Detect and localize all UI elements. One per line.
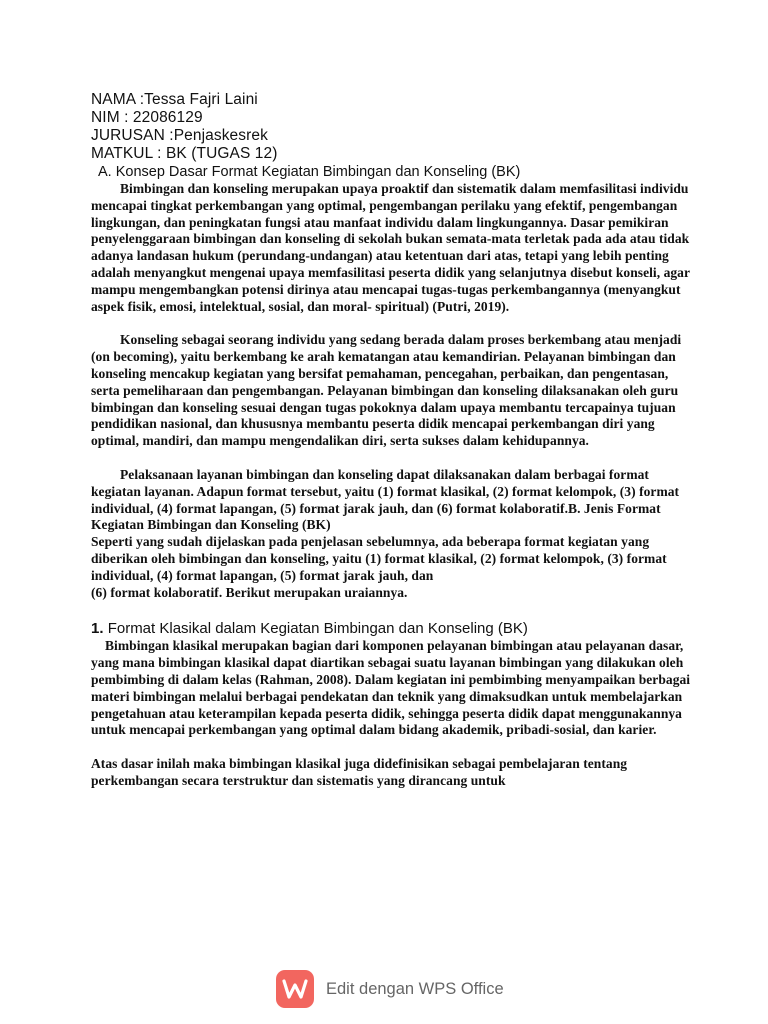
document-page xyxy=(91,91,691,790)
paragraph-2: Konseling sebagai seorang individu yang sedang berada dalam proses berkembang atau menjadi (on becoming), yaitu berkembang ke arah kematangan atau kemandirian. Pelayanan bimbingan dan konseling mencakup kegiatan yang bersifat pemahaman, pencegahan, perbaikan, dan pengentasan, serta pemeliharaan dan pengembangan. Pelayanan bimbingan dan konseling dilaksanakan oleh guru bimbingan dan konseling sesuai dengan tugas pokoknya dalam upaya membantu tercapainya tujuan pendidikan nasional, dan khususnya membantu peserta didik mencapai perkembangan diri yang optimal, mandiri, dan mampu mengendalikan diri, serta sukses dalam kehidupannya. xyxy=(91,332,682,449)
section-1-paragraph-2: Atas dasar inilah maka bimbingan klasikal juga didefinisikan sebagai pembelajaran tentang perkembangan secara terstruktur dan sistematis yang dirancang untuk xyxy=(91,756,628,788)
student-name: NAMA :Tessa Fajri Laini xyxy=(91,91,258,108)
section-1-number: 1. xyxy=(91,620,104,638)
section-1-heading xyxy=(91,620,691,638)
section-a-heading: A. Konsep Dasar Format Kegiatan Bimbingan dan Konseling (BK) xyxy=(98,164,521,180)
student-nim: NIM : 22086129 xyxy=(91,109,203,126)
paragraph-3-continuation: Seperti yang sudah dijelaskan pada penjelasan sebelumnya, ada beberapa format kegiatan yang diberikan oleh bimbingan dan konseling, yaitu (1) format klasikal, (2) format kelompok, (3) format individual, (4) format lapangan, (5) format jarak jauh, dan xyxy=(91,534,667,583)
student-major: JURUSAN :Penjaskesrek xyxy=(91,127,268,144)
paragraph-1: Bimbingan dan konseling merupakan upaya proaktif dan sistematik dalam memfasilitasi individu mencapai tingkat perkembangan yang optimal, pengembangan perilaku yang efektif, pengembangan lingkungan, dan peningkatan fungsi atau manfaat individu dalam lingkungannya. Dasar pemikiran penyelenggaraan bimbingan dan konseling di sekolah bukan semata-mata terletak pada ada atau tidak adanya landasan hukum (perundang-undangan) atau ketentuan dari atas, tetapi yang lebih penting adalah menyangkut mengenai upaya memfasilitasi peserta didik yang selanjutnya disebut konseli, agar mampu mengembangkan potensi dirinya atau mencapai tugas-tugas perkembangannya (menyangkut aspek fisik, emosi, intelektual, sosial, dan moral- spiritual) (Putri, 2019). xyxy=(91,181,690,314)
paragraph-3: Pelaksanaan layanan bimbingan dan konseling dapat dilaksanakan dalam berbagai format kegiatan layanan. Adapun format tersebut, yaitu (1) format klasikal, (2) format kelompok, (3) format individual, (4) format lapangan, (5) format jarak jauh, dan (6) format kolaboratif.B. Jenis Format Kegiatan Bimbingan dan Konseling (BK) xyxy=(91,466,680,533)
section-1-title: Format Klasikal dalam Kegiatan Bimbingan dan Konseling (BK) xyxy=(107,620,528,638)
course-name: MATKUL : BK (TUGAS 12) xyxy=(91,145,278,162)
wps-edit-banner[interactable] xyxy=(276,968,504,1010)
section-1-paragraph: Bimbingan klasikal merupakan bagian dari komponen pelayanan bimbingan atau pelayanan dasar, yang mana bimbingan klasikal dapat diartikan sebagai suatu layanan bimbingan yang dilakukan oleh pembimbing di dalam kelas (Rahman, 2008). Dalam kegiatan ini pembimbing menyampaikan berbagai materi bimbingan melalui berbagai pendekatan dan teknik yang dimaksudkan untuk membelajarkan pengetahuan atau keterampilan kepada peserta didik, sehingga peserta didik dapat menggunakannya untuk mencapai perkembangan yang optimal dalam bidang akademik, pribadi-sosial, dan karier. xyxy=(91,638,691,738)
wps-edit-label[interactable]: Edit dengan WPS Office xyxy=(326,979,504,998)
wps-office-icon xyxy=(276,970,314,1008)
paragraph-3-final-line: (6) format kolaboratif. Berikut merupakan uraiannya. xyxy=(91,584,408,600)
